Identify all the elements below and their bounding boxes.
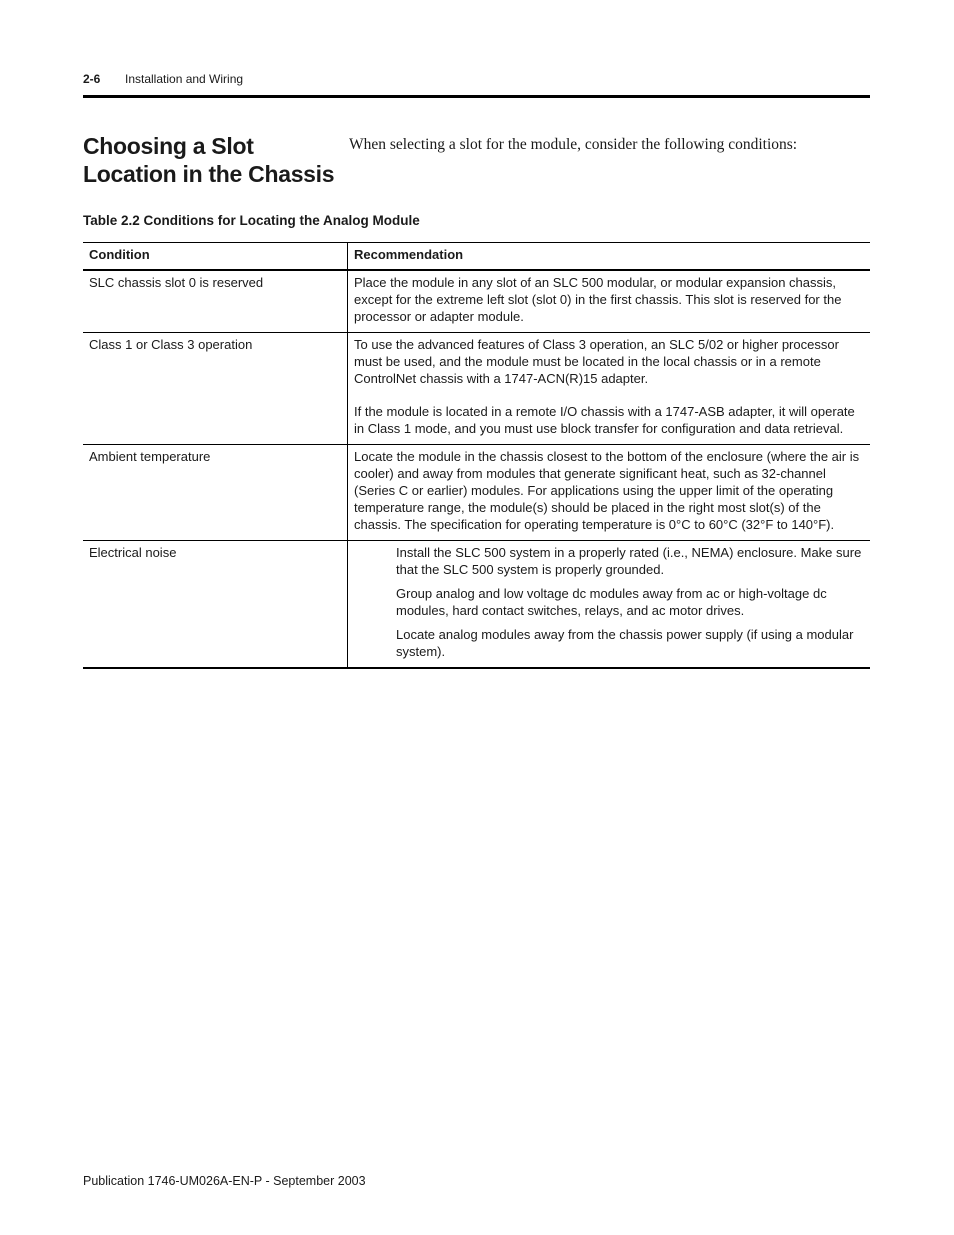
section-title: Choosing a Slot Location in the Chassis — [83, 133, 335, 187]
table-row — [83, 270, 870, 333]
table-row — [83, 333, 870, 445]
recommendation-cell: Place the module in any slot of an SLC 500 modular, or modular expansion chassis, except for the extreme left slot (slot 0) in the first chassis. This slot is reserved for the processor or adapter module. — [348, 270, 871, 333]
table-row — [83, 445, 870, 541]
column-header-condition: Condition — [83, 243, 348, 271]
header-rule — [83, 95, 870, 98]
page-number: 2-6 — [83, 72, 101, 86]
table-caption: Table 2.2 Conditions for Locating the Analog Module — [83, 213, 420, 228]
conditions-table — [83, 242, 870, 669]
condition-cell: Electrical noise — [83, 541, 348, 669]
column-header-recommendation: Recommendation — [348, 243, 871, 271]
recommendation-list — [354, 544, 864, 660]
list-item: Group analog and low voltage dc modules away from ac or high-voltage dc modules, hard contact switches, relays, and ac motor drives. — [396, 586, 827, 618]
section-intro: When selecting a slot for the module, consider the following conditions: — [349, 136, 798, 153]
publication-footer: Publication 1746-UM026A-EN-P - September 2003 — [83, 1174, 366, 1188]
table-header-row — [83, 243, 870, 271]
condition-cell: Ambient temperature — [83, 445, 348, 541]
list-item: Locate analog modules away from the chassis power supply (if using a modular system). — [396, 627, 854, 659]
condition-cell: Class 1 or Class 3 operation — [83, 333, 348, 445]
running-header — [83, 72, 869, 86]
recommendation-cell — [348, 541, 871, 669]
recommendation-paragraph: To use the advanced features of Class 3 operation, an SLC 5/02 or higher processor must be used, and the module must be located in the local chassis or in a remote ControlNet chassis with a 1747-ACN(R)15 adapter. — [354, 337, 839, 386]
table-row — [83, 541, 870, 669]
recommendation-cell — [348, 333, 871, 445]
recommendation-paragraph: If the module is located in a remote I/O chassis with a 1747-ASB adapter, it will operate in Class 1 mode, and you must use block transfer for configuration and data retrieval. — [354, 404, 855, 436]
recommendation-cell: Locate the module in the chassis closest to the bottom of the enclosure (where the air is cooler) and away from modules that generate significant heat, such as 32-channel (Series C or earlier) modules. For applications using the upper limit of the operating temperature range, the module(s) should be placed in the right most slot(s) of the chassis. The specification for operating temperature is 0°C to 60°C (32°F to 140°F). — [348, 445, 871, 541]
condition-cell: SLC chassis slot 0 is reserved — [83, 270, 348, 333]
chapter-title: Installation and Wiring — [125, 72, 244, 86]
list-item: Install the SLC 500 system in a properly rated (i.e., NEMA) enclosure. Make sure that the SLC 500 system is properly grounded. — [396, 545, 862, 577]
